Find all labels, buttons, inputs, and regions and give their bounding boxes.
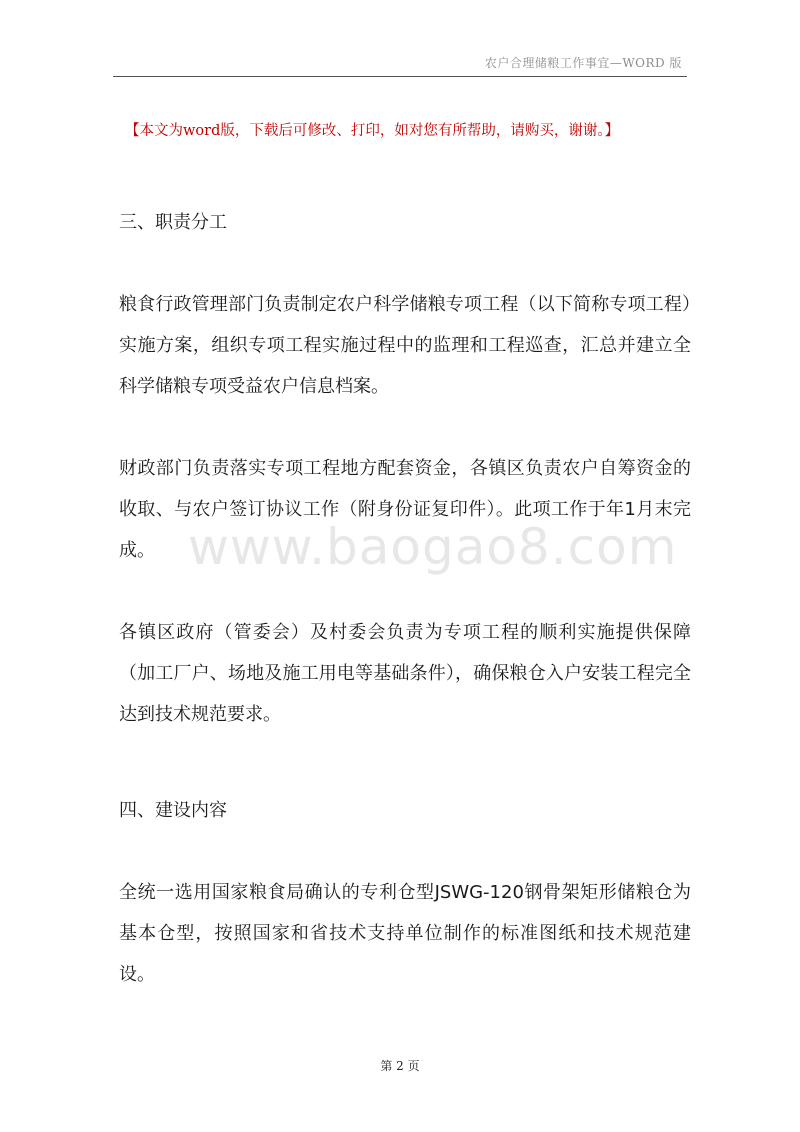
paragraph-3: 各镇区政府（管委会）及村委会负责为专项工程的顺利实施提供保障（加工厂户、场地及施工用电等基础条件），确保粮仓入户安装工程完全达到技术规范要求。 [119, 622, 691, 725]
page-number: 第 2 页 [380, 1059, 420, 1073]
header-title: 农户合理储粮工作事宜—WORD 版 [484, 56, 682, 70]
section-heading: 三、职责分工 [119, 212, 227, 233]
header-divider [113, 76, 687, 77]
watermark: www.baogao8.com [188, 518, 678, 576]
paragraph-2: 财政部门负责落实专项工程地方配套资金，各镇区负责农户自筹资金的收取、与农户签订协议工作（附身份证复印件）。此项工作于年1月末完成。 [119, 458, 691, 561]
paragraph-1: 粮食行政管理部门负责制定农户科学储粮专项工程（以下简称专项工程）实施方案，组织专项工程实施过程中的监理和工程巡查，汇总并建立全科学储粮专项受益农户信息档案。 [119, 294, 691, 397]
purchase-notice: 【本文为word版，下载后可修改、打印，如对您有所帮助，请购买，谢谢。】 [125, 123, 620, 139]
paragraph-4: 全统一选用国家粮食局确认的专利仓型JSWG-120钢骨架矩形储粮仓为基本仓型，按照国家和省技术支持单位制作的标准图纸和技术规范建设。 [119, 882, 691, 985]
section-heading: 四、建设内容 [119, 800, 227, 821]
section-4-heading-block [119, 790, 691, 831]
section-3-heading-block [119, 202, 691, 243]
